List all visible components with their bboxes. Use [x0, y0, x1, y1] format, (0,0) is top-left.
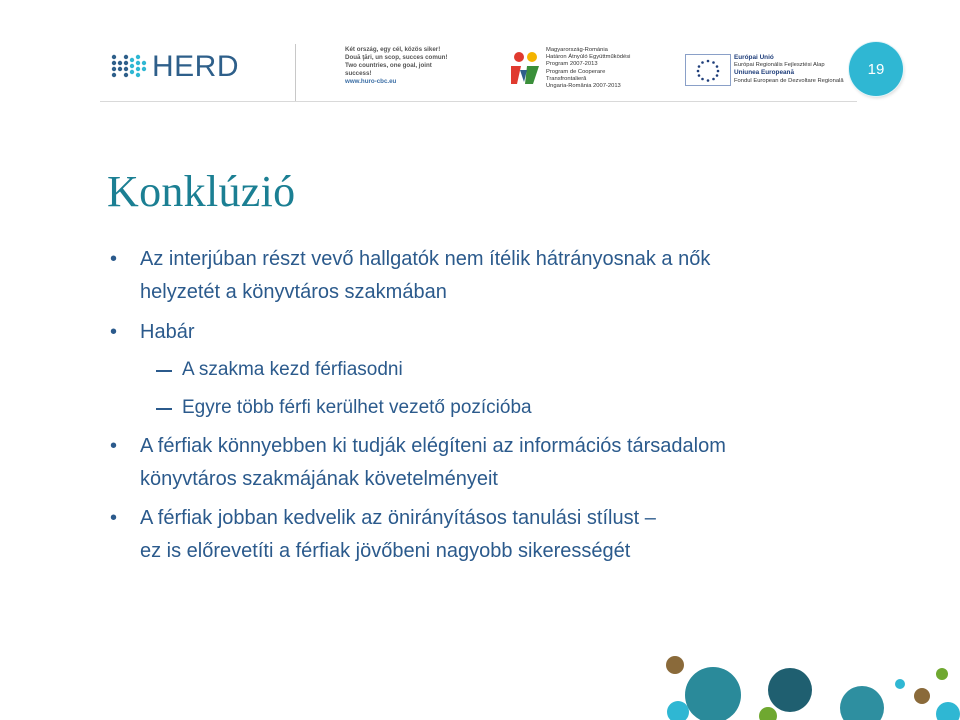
bullet-icon: • [110, 321, 118, 343]
bullet-icon: • [110, 248, 118, 270]
program-line: Transfrontalieră [546, 75, 587, 82]
bullet-text: Az interjúban részt vevő hallgatók nem ítélik hátrányosnak a nők [140, 248, 711, 270]
page-number-badge: 19 [849, 42, 903, 96]
herd-logo-text: HERD [152, 50, 240, 83]
program-text [546, 47, 656, 90]
huro-program-logo-icon [507, 50, 543, 88]
bullet-text: Egyre több férfi kerülhet vezető pozícióba [182, 397, 532, 418]
herd-logo [110, 46, 260, 86]
herd-dots-icon [110, 51, 150, 81]
program-line: Magyarország-Románia [546, 47, 608, 53]
eu-text [734, 54, 854, 85]
header-logos [100, 38, 860, 104]
dash-icon [156, 370, 172, 372]
bullet-text: ez is előrevetíti a férfiak jövőbeni nagyobb sikerességét [140, 540, 631, 562]
slogan-line: Două ţări, un scop, succes comun! [345, 54, 448, 61]
slogan-line: Two countries, one goal, joint success! [345, 62, 432, 77]
bullet-text: helyzetét a könyvtáros szakmában [140, 281, 447, 303]
slogan-line: Két ország, egy cél, közös siker! [345, 46, 441, 53]
program-line: Program 2007-2013 [546, 61, 598, 68]
bullet-icon: • [110, 435, 118, 457]
eu-title-hu: Európai Unió [734, 54, 774, 61]
header-rule [100, 101, 857, 102]
header-divider [295, 44, 296, 102]
program-line: Program de Cooperare [546, 68, 606, 75]
bullet-text: A férfiak jobban kedvelik az önirányításos tanulási stílust – [140, 507, 656, 529]
slide-title: Konklúzió [107, 167, 296, 216]
bullet-text: A férfiak könnyebben ki tudják elégíteni az információs társadalom [140, 435, 726, 457]
program-slogan [345, 46, 455, 86]
eu-flag-icon [685, 54, 731, 86]
program-line: Ungaria-România 2007-2013 [546, 83, 621, 90]
eu-title-ro: Uniunea Europeană [734, 69, 795, 77]
eu-sub-ro: Fondul European de Dezvoltare Regională [734, 77, 844, 84]
decorative-circles-icon [600, 640, 960, 720]
eu-sub-hu: Európai Regionális Fejlesztési Alap [734, 62, 825, 69]
bullet-icon: • [110, 507, 118, 529]
bullet-text: Habár [140, 321, 195, 343]
dash-icon [156, 408, 172, 410]
program-line: Határon Átnyúló Együttműködési [546, 54, 631, 61]
slogan-url: www.huro-cbc.eu [345, 78, 397, 85]
bullet-text: A szakma kezd férfiasodni [182, 359, 403, 380]
bullet-text: könyvtáros szakmájának követelményeit [140, 468, 498, 490]
